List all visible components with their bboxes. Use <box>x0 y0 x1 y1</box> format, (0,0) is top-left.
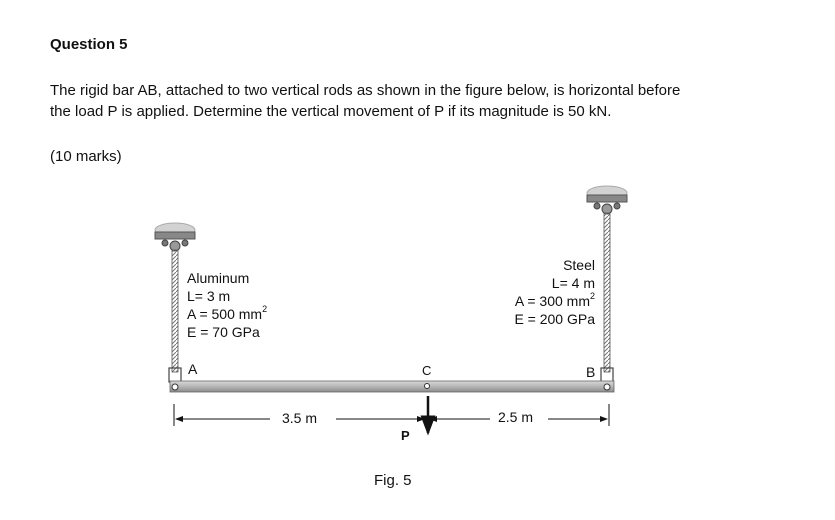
dimension-right: 2.5 m <box>498 409 534 425</box>
steel-name: Steel <box>563 257 595 273</box>
aluminum-modulus: E = 70 GPa <box>187 324 260 340</box>
steel-properties <box>514 256 595 328</box>
aluminum-area: A = 500 $mm^2$ <box>187 304 268 322</box>
question-marks: (10 marks) <box>50 148 122 165</box>
steel-rod <box>604 213 610 372</box>
steel-modulus: E = 200 GPa <box>514 311 595 327</box>
pin-b <box>604 384 610 390</box>
aluminum-name: Aluminum <box>187 270 250 286</box>
steel-area: A = 300 $mm^2$ <box>514 291 595 309</box>
question-title: Question 5 <box>50 36 128 53</box>
label-load-p: P <box>401 428 410 443</box>
aluminum-rod <box>172 250 178 372</box>
label-point-a: A <box>188 361 198 377</box>
right-ceiling-support <box>587 186 627 214</box>
dimension-left: 3.5 m <box>282 410 318 426</box>
question-line-1: The rigid bar AB, attached to two vertical rods as shown in the figure below, is horizontal before <box>50 82 681 99</box>
rigid-bar <box>170 381 614 392</box>
figure-caption: Fig. 5 <box>374 472 412 489</box>
label-point-b: B <box>586 364 596 380</box>
left-ceiling-support <box>155 223 195 251</box>
pin-a <box>172 384 178 390</box>
question-line-2: the load P is applied. Determine the vertical movement of P if its magnitude is 50 kN. <box>50 103 612 120</box>
aluminum-properties <box>187 269 267 341</box>
point-c-marker <box>425 384 430 389</box>
label-point-c: C <box>422 363 432 378</box>
aluminum-length: L= 3 m <box>187 288 231 304</box>
steel-length: L= 4 m <box>551 275 595 291</box>
